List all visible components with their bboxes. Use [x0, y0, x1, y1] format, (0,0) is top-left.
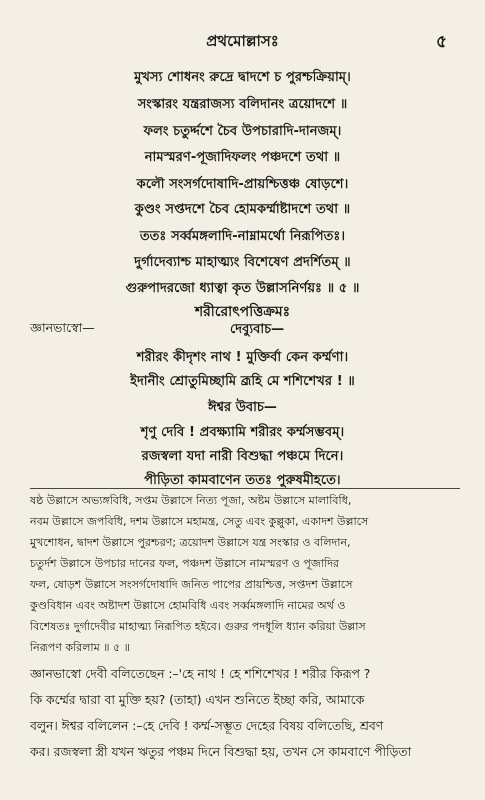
verse-line: নামস্মরণ-পূজাদিফলং পঞ্চদশে তথা ॥: [144, 150, 341, 165]
speaker-ishwar: ঈশ্বর উবাচ—: [208, 400, 277, 415]
translation-line: বলুন। ঈশ্বর বলিলেন :–হে দেবি ! কর্ম্ম-সম্ভূত দেহের বিষয় বলিতেছি, শ্রবণ: [30, 719, 384, 733]
page-header: [0, 30, 485, 52]
chapter-title: প্রথমোল্লাসঃ: [206, 32, 279, 50]
section-title: শরীরোৎপত্তিক্রমঃ: [194, 304, 291, 320]
verse-line: রজস্বলা যদা নারী বিশুদ্ধা পঞ্চমে দিনে।: [141, 449, 344, 464]
translation-line: কর। রজস্বলা স্ত্রী যখন ঋতুর পঞ্চম দিনে বিশুদ্ধা হয়, তখন সে কামবাণে পীড়িতা: [30, 745, 412, 759]
verse-line: কুণ্ডং সপ্তদশে চৈব হোমকর্ম্মাষ্টাদশে তথা ॥: [134, 202, 351, 217]
verse-line: শরীরং কীদৃশং নাথ ! মুক্তির্বা কেন কর্ম্মণা।: [136, 350, 349, 365]
commentary-label: জ্ঞানভাস্বো—: [30, 320, 95, 335]
page-number: ৫: [435, 32, 447, 52]
verse-line: ততঃ সর্ব্বমঙ্গলাদি-নাম্নামর্থো নিরূপিতঃ।: [139, 229, 346, 244]
commentary-line: ষষ্ঠ উল্লাসে অভ্যঙ্গবিধি, সপ্তম উল্লাসে নিত্য পূজা, অষ্টম উল্লাসে মালাবিধি,: [30, 494, 352, 507]
verse-line: দুর্গাদেব্যাশ্চ মাহাত্ম্যং বিশেষেণ প্রদর্শিতম্ ॥: [134, 255, 351, 270]
verse-line: শৃণু দেবি ! প্রবক্ষ্যামি শরীরং কর্ম্মসম্ভবম্।: [140, 425, 345, 440]
verse-line: ফলং চতুর্দ্দশে চৈব উপচারাদি-দানজম্।: [143, 124, 342, 139]
commentary-line: কুণ্ডবিধান এবং অষ্টাদশ উল্লাসে হোমবিধি এবং সর্ব্বমঙ্গলাদি নামের অর্থ ও: [30, 599, 346, 612]
commentary-line: মুখশোধন, দ্বাদশ উল্লাসে পুরশ্চরণ; ত্রয়োদশ উল্লাসে যন্ত্র সংস্কার ও বলিদান,: [30, 536, 351, 549]
commentary-line: বিশেষতঃ দুর্গাদেবীর মাহাত্ম্য নিরূপিত হইবে। গুরুর পদধূলি ধ্যান করিয়া উল্লাস: [30, 620, 366, 633]
verse-line: কলৌ সংসর্গদোষাদি-প্রায়শ্চিত্তঞ্চ ষোড়শে।: [136, 177, 349, 192]
commentary-line: নবম উল্লাসে জপবিধি, দশম উল্লাসে মহামন্ত্র, সেতু এবং কুল্লুকা, একাদশ উল্লাসে: [30, 515, 369, 528]
verse-line: পীড়িতা কামবাণেন ততঃ পুরুষমীহতে।: [144, 473, 341, 488]
speaker-devi: দেব্যুবাচ—: [230, 322, 285, 337]
speaker-line: [0, 320, 485, 340]
verse-line: ইদানীং শ্রোতুমিচ্ছামি ব্রূহি মে শশিশেখর ! ॥: [130, 374, 355, 389]
section-divider: [30, 488, 460, 489]
commentary-line: ফল, ষোড়শ উল্লাসে সংসর্গদোষাদি জনিত পাপের প্রায়শ্চিত্ত, সপ্তদশ উল্লাসে: [30, 578, 353, 591]
commentary-line: চতুর্দশ উল্লাসে উপচার দানের ফল, পঞ্চদশ উল্লাসে নামস্মরণ ও পূজাদির: [30, 557, 339, 570]
translation-line: কি কর্ম্মের দ্বারা বা মুক্তি হয়? (তাহা) এখন শুনিতে ইচ্ছা করি, আমাকে: [30, 693, 365, 707]
translation-line: জ্ঞানভাস্বো দেবী বলিতেছেন :–'হে নাথ ! হে শশিশেখর ! শরীর কিরূপ ?: [30, 667, 371, 681]
verse-line: গুরুপাদরজো ধ্যাত্বা কৃত উল্লাসনির্ণয়ঃ ॥ ৫ ॥: [125, 281, 360, 296]
commentary-line: নিরূপণ করিলাম ॥ ৫ ॥: [30, 641, 130, 654]
verse-line: সংস্কারং যন্ত্ররাজস্য বলিদানং ত্রয়োদশে ॥: [137, 97, 348, 112]
verse-line: মুখস্য শোধনং রুদ্রে দ্বাদশে চ পুরশ্চক্রিয়াম্।: [134, 70, 351, 85]
